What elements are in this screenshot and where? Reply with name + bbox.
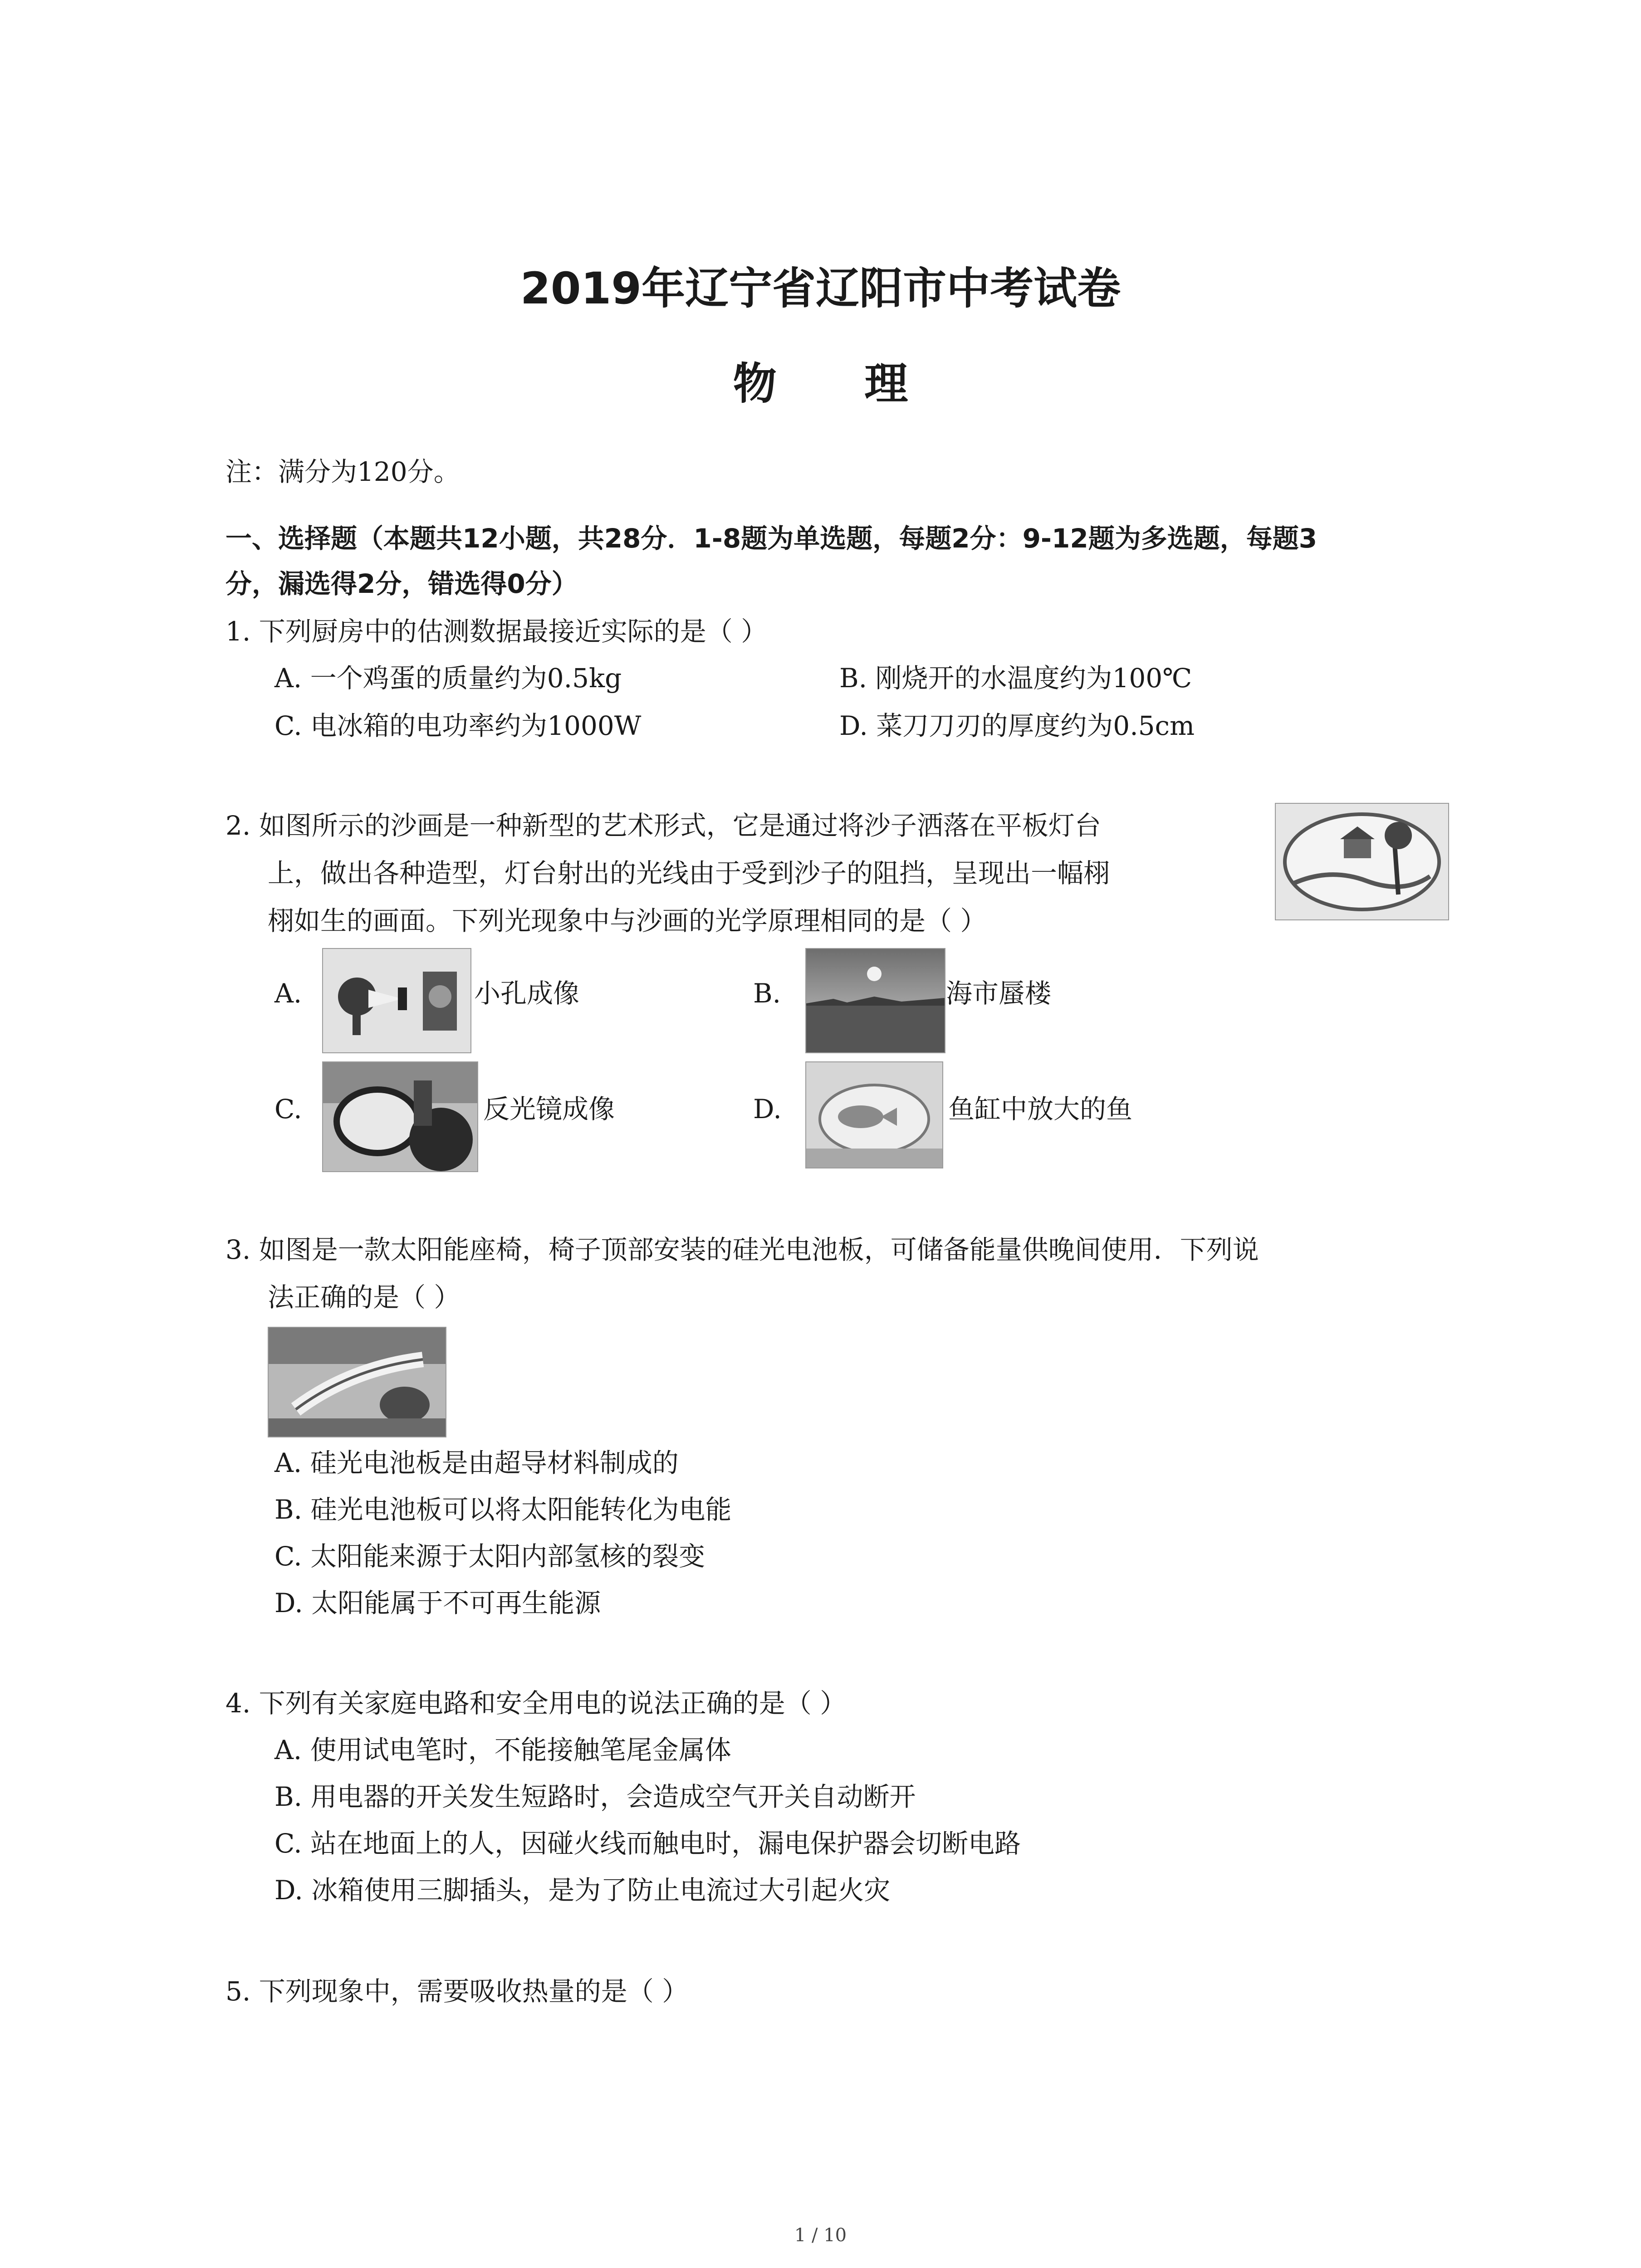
q3-option-c: C. 太阳能来源于太阳内部氢核的裂变 (274, 1541, 705, 1572)
q1-option-c: C. 电冰箱的电功率约为1000W (274, 710, 642, 741)
q4-option-c: C. 站在地面上的人，因碰火线而触电时，漏电保护器会切断电路 (274, 1828, 1021, 1859)
mirror-image-figure (322, 1061, 478, 1172)
q2-option-d-label: 鱼缸中放大的鱼 (948, 1094, 1133, 1124)
q2-stem-line1: 2. 如图所示的沙画是一种新型的艺术形式，它是通过将沙子洒落在平板灯台 (225, 810, 1101, 841)
fish-tank-image-figure (805, 1061, 943, 1168)
q5-stem: 5. 下列现象中，需要吸收热量的是（ ） (225, 1976, 689, 2007)
q3-stem-line2: 法正确的是（ ） (268, 1282, 460, 1313)
q2-option-a-label: 小孔成像 (474, 978, 580, 1009)
q2-option-a-letter: A. (274, 978, 302, 1009)
solar-chair-image-figure (268, 1327, 446, 1437)
page-number: 1 / 10 (794, 2225, 847, 2246)
q1-option-d: D. 菜刀刀刃的厚度约为0.5cm (839, 710, 1195, 741)
section-heading-line2: 分，漏选得2分，错选得0分） (225, 568, 578, 599)
q2-stem-line2: 上，做出各种造型，灯台射出的光线由于受到沙子的阻挡，呈现出一幅栩 (268, 858, 1110, 889)
subject-title: 物 理 (733, 358, 945, 409)
q2-option-b-letter: B. (753, 978, 781, 1009)
q3-option-a: A. 硅光电池板是由超导材料制成的 (274, 1447, 679, 1478)
q3-option-b: B. 硅光电池板可以将太阳能转化为电能 (274, 1494, 732, 1525)
q2-option-d-letter: D. (753, 1094, 782, 1124)
q4-option-a: A. 使用试电笔时，不能接触笔尾金属体 (274, 1735, 731, 1765)
q1-option-a: A. 一个鸡蛋的质量约为0.5kg (274, 663, 622, 694)
mirage-image-figure (805, 948, 945, 1053)
sand-painting-figure (1275, 803, 1449, 920)
score-note: 注：满分为120分。 (225, 456, 460, 487)
q1-stem: 1. 下列厨房中的估测数据最接近实际的是（ ） (225, 616, 768, 647)
pinhole-image-figure (322, 948, 471, 1053)
exam-title: 2019年辽宁省辽阳市中考试卷 (520, 263, 1121, 314)
section-heading-line1: 一、选择题（本题共12小题，共28分．1-8题为单选题，每题2分：9-12题为多选题，每题3 (225, 523, 1318, 554)
q4-option-b: B. 用电器的开关发生短路时，会造成空气开关自动断开 (274, 1781, 916, 1812)
q4-stem: 4. 下列有关家庭电路和安全用电的说法正确的是（ ） (225, 1688, 847, 1719)
q1-option-b: B. 刚烧开的水温度约为100℃ (839, 663, 1192, 694)
q4-option-d: D. 冰箱使用三脚插头，是为了防止电流过大引起火灾 (274, 1875, 891, 1906)
q2-option-c-label: 反光镜成像 (483, 1094, 615, 1124)
q3-option-d: D. 太阳能属于不可再生能源 (274, 1588, 601, 1618)
q2-option-b-label: 海市蜃楼 (946, 978, 1052, 1009)
q3-stem-line1: 3. 如图是一款太阳能座椅，椅子顶部安装的硅光电池板，可储备能量供晚间使用．下列说 (225, 1234, 1259, 1265)
q2-stem-line3: 栩如生的画面。下列光现象中与沙画的光学原理相同的是（ ） (268, 905, 987, 936)
q2-option-c-letter: C. (274, 1094, 302, 1124)
